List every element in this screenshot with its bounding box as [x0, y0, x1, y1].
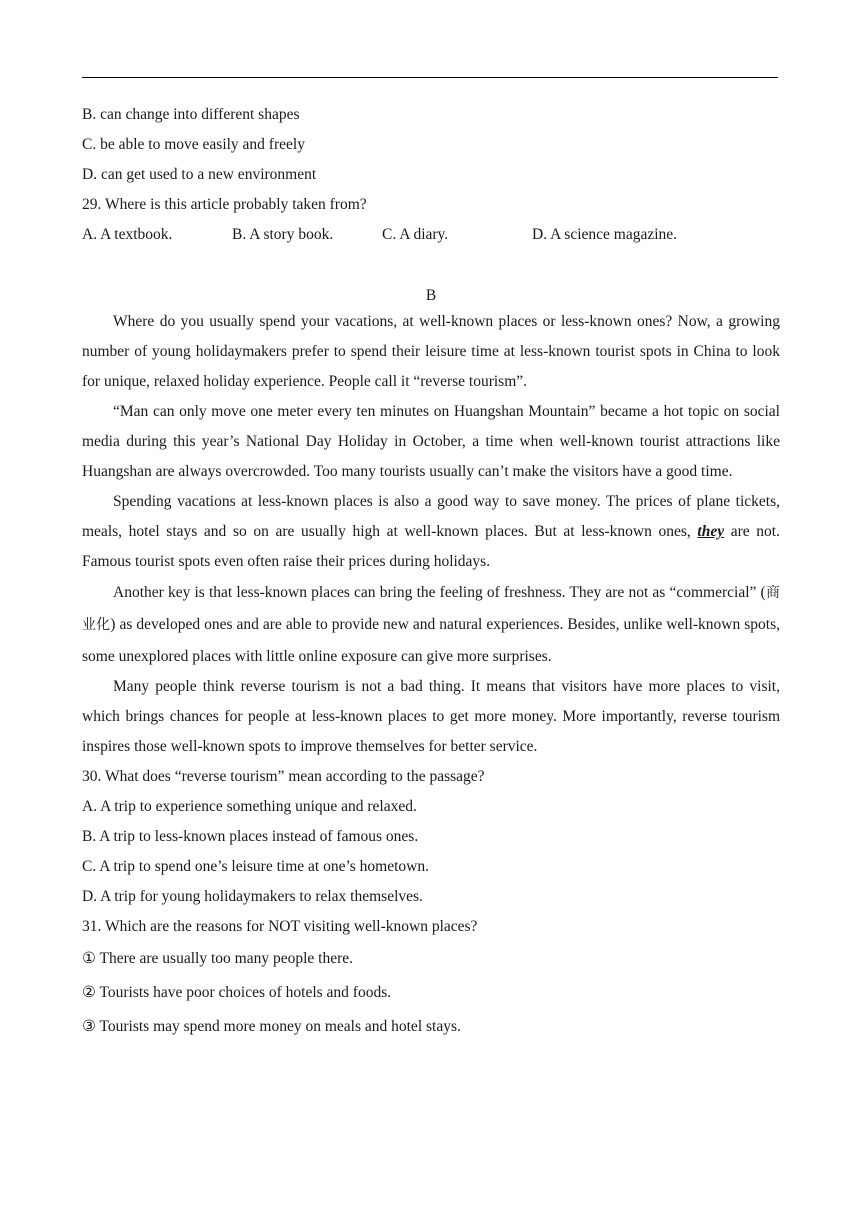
underlined-reference-word: they: [697, 523, 725, 540]
q30-option-b: B. A trip to less-known places instead of famous ones.: [82, 828, 419, 845]
page-content: [82, 100, 780, 1044]
section-title: B: [425, 287, 437, 304]
passage-paragraph-3: [82, 487, 780, 577]
q29-option-c: C. A diary.: [382, 226, 449, 243]
q31-reason-1: ① There are usually too many people there.: [82, 950, 353, 967]
q29-option-b: B. A story book.: [232, 226, 334, 243]
q31-stem: 31. Which are the reasons for NOT visiting well-known places?: [82, 918, 478, 935]
paragraph-3-text-before: Spending vacations at less-known places is also a good way to save money. The prices of plane tickets, meals, hotel stays and so on are usually high at well-known places. But at less-known ones,: [82, 493, 780, 540]
paragraph-3-text-after: are not. Famous tourist spots even often raise their prices during holidays.: [82, 523, 780, 570]
q29-options: [82, 220, 780, 250]
q29-option-a: A. A textbook.: [82, 226, 173, 243]
q29-option-d: D. A science magazine.: [532, 226, 678, 243]
q30-option-d: D. A trip for young holidaymakers to relax themselves.: [82, 888, 423, 905]
q31-reason-3: ③ Tourists may spend more money on meals and hotel stays.: [82, 1018, 461, 1035]
q29-stem: 29. Where is this article probably taken from?: [82, 196, 367, 213]
chinese-gloss: 商业化: [82, 585, 781, 633]
q30-option-a: A. A trip to experience something unique and relaxed.: [82, 798, 417, 815]
q28-option-b: B. can change into different shapes: [82, 106, 300, 123]
q31-reason-2: ② Tourists have poor choices of hotels and foods.: [82, 984, 392, 1001]
q28-option-d: D. can get used to a new environment: [82, 166, 317, 183]
paragraph-4-text-after: ) as developed ones and are able to provide new and natural experiences. Besides, unlike well-known spots, some unexplored places with little online exposure can give more surprises.: [82, 616, 781, 665]
q30-stem: 30. What does “reverse tourism” mean according to the passage?: [82, 768, 485, 785]
passage-paragraph-1: Where do you usually spend your vacations, at well-known places or less-known ones? Now, a growing number of young holidaymakers prefer to spend their leisure time at less-known tourist spots in China to look for unique, relaxed holiday experience. People call it “reverse tourism”.: [82, 313, 780, 390]
header-rule: [82, 77, 778, 78]
paragraph-4-text-before: Another key is that less-known places can bring the feeling of freshness. They are not as “commercial” (: [113, 584, 766, 601]
passage-paragraph-5: Many people think reverse tourism is not a bad thing. It means that visitors have more places to visit, which brings chances for people at less-known places to get more money. More importantly, reverse tourism inspires those well-known spots to improve themselves for better service.: [82, 678, 780, 755]
passage-paragraph-2: “Man can only move one meter every ten minutes on Huangshan Mountain” became a hot topic on social media during this year’s National Day Holiday in October, a time when well-known tourist attractions like Huangshan are always overcrowded. Too many tourists usually can’t make the visitors have a good time.: [82, 403, 780, 480]
q30-option-c: C. A trip to spend one’s leisure time at one’s hometown.: [82, 858, 429, 875]
passage-paragraph-4: [82, 577, 780, 672]
q28-option-c: C. be able to move easily and freely: [82, 136, 305, 153]
